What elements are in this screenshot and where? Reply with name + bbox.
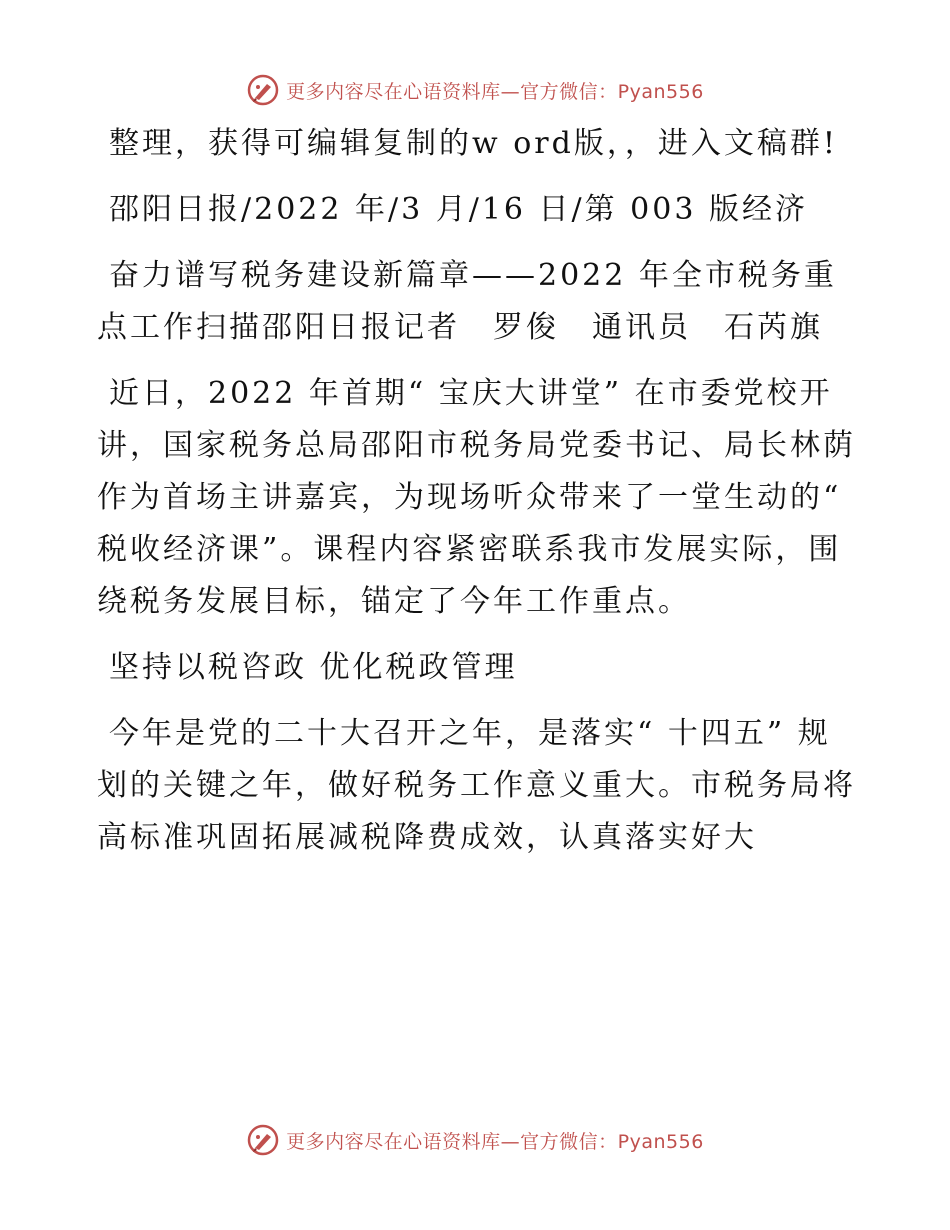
watermark-text: 更多内容尽在心语资料库—官方微信：Pyan556 bbox=[286, 1130, 704, 1153]
paragraph: 今年是党的二十大召开之年，是落实“ 十四五” 规划的关键之年，做好税务工作意义重大。市税务局将高标准巩固拓展减税降费成效，认真落实好大 bbox=[97, 716, 856, 855]
publication-line: 邵阳日报/2022 年/3 月/16 日/第 003 版经济 bbox=[109, 192, 808, 227]
paragraph: 近日，2022 年首期“ 宝庆大讲堂” 在市委党校开讲，国家税务总局邵阳市税务局党委书记、局长林荫作为首场主讲嘉宾，为现场听众带来了一堂生动的“ 税收经济课”。课程内容紧密联系我市发展实际，围绕税务发展目标，锚定了今年工作重点。 bbox=[97, 376, 856, 619]
paragraph: 整理，获得可编辑复制的w ord版，，进入文稿群! bbox=[109, 126, 838, 161]
footer-watermark bbox=[0, 1120, 950, 1160]
article-title: 奋力谱写税务建设新篇章——2022 年全市税务重点工作扫描邵阳日报记者 罗俊 通讯员 石芮旗 bbox=[97, 258, 837, 345]
header-watermark bbox=[0, 70, 950, 110]
section-heading: 坚持以税咨政 优化税政管理 bbox=[109, 650, 518, 685]
watermark-text: 更多内容尽在心语资料库—官方微信：Pyan556 bbox=[286, 80, 704, 103]
pen-logo-icon bbox=[246, 73, 280, 107]
pen-logo-icon bbox=[246, 1123, 280, 1157]
document-body bbox=[97, 118, 857, 864]
